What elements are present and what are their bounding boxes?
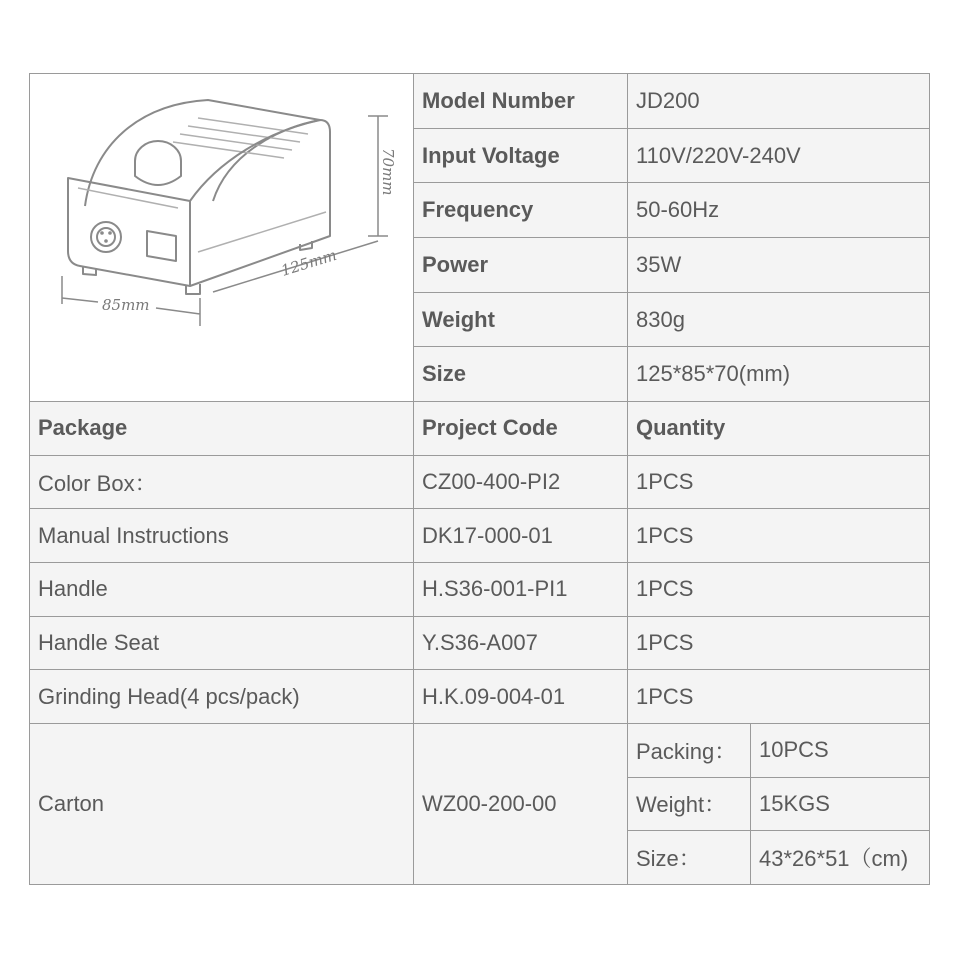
package-code: H.K.09-004-01 xyxy=(414,670,628,724)
package-code: DK17-000-01 xyxy=(414,509,628,563)
spec-label-power: Power xyxy=(414,238,628,293)
carton-detail-label: Packing： xyxy=(628,723,751,777)
carton-code: WZ00-200-00 xyxy=(414,723,628,884)
spec-value-power: 35W xyxy=(628,238,930,293)
header-package: Package xyxy=(30,402,414,456)
spec-value-size: 125*85*70(mm) xyxy=(628,347,930,402)
spec-table xyxy=(29,73,930,885)
package-qty: 1PCS xyxy=(628,616,930,670)
header-project-code: Project Code xyxy=(414,402,628,456)
carton-detail-label: Weight： xyxy=(628,777,751,831)
table-row xyxy=(30,670,930,724)
table-row xyxy=(30,616,930,670)
package-qty: 1PCS xyxy=(628,670,930,724)
package-code: H.S36-001-PI1 xyxy=(414,563,628,617)
package-qty: 1PCS xyxy=(628,563,930,617)
dimension-depth-label: 125mm xyxy=(278,245,339,280)
carton-name: Carton xyxy=(30,723,414,884)
dimension-width-label: 85mm xyxy=(102,296,150,315)
spec-label-model-number: Model Number xyxy=(414,74,628,129)
carton-detail-value: 43*26*51（cm) xyxy=(751,831,930,885)
table-row xyxy=(30,455,930,509)
package-header-row xyxy=(30,402,930,456)
spec-label-weight: Weight xyxy=(414,292,628,347)
carton-detail-value: 10PCS xyxy=(751,723,930,777)
header-quantity: Quantity xyxy=(628,402,930,456)
carton-detail-value: 15KGS xyxy=(751,777,930,831)
carton-detail-label: Size： xyxy=(628,831,751,885)
package-qty: 1PCS xyxy=(628,455,930,509)
table-row xyxy=(30,563,930,617)
product-drawing-cell xyxy=(30,74,414,402)
spec-label-frequency: Frequency xyxy=(414,183,628,238)
package-code: Y.S36-A007 xyxy=(414,616,628,670)
package-name: Handle xyxy=(30,563,414,617)
spec-value-frequency: 50-60Hz xyxy=(628,183,930,238)
package-qty: 1PCS xyxy=(628,509,930,563)
package-name: Manual Instructions xyxy=(30,509,414,563)
carton-row xyxy=(30,723,930,777)
table-row xyxy=(30,509,930,563)
product-drawing xyxy=(38,76,414,399)
package-name: Color Box： xyxy=(30,455,414,509)
package-name: Handle Seat xyxy=(30,616,414,670)
spec-value-model-number: JD200 xyxy=(628,74,930,129)
dimension-height-label: 70mm xyxy=(379,148,397,196)
package-code: CZ00-400-PI2 xyxy=(414,455,628,509)
spec-label-size: Size xyxy=(414,347,628,402)
spec-row xyxy=(30,74,930,129)
spec-value-weight: 830g xyxy=(628,292,930,347)
spec-label-input-voltage: Input Voltage xyxy=(414,128,628,183)
spec-value-input-voltage: 110V/220V-240V xyxy=(628,128,930,183)
package-name: Grinding Head(4 pcs/pack) xyxy=(30,670,414,724)
